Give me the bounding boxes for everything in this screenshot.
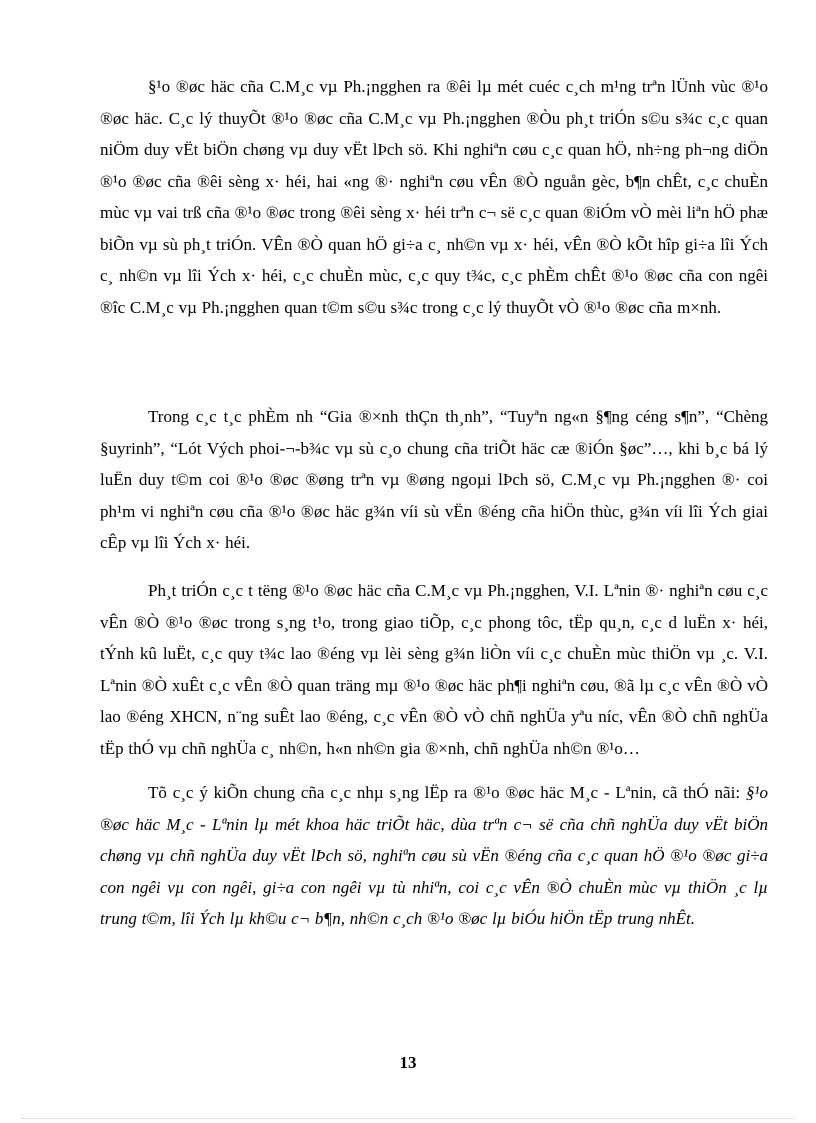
body-paragraph-1: §¹o ®øc häc cña C.M¸c vµ Ph.¡ngghen ra ®êi lµ mét cuéc c¸ch m¹ng trªn lÜnh vùc ®¹o ®øc häc. C¸c lý thuyÕt ®¹o ®øc cña C.M¸c vµ Ph.¡ngghen ®Òu ph¸t triÓn s©u s¾c c¸c quan niÖm duy vËt biÖn chøng vµ duy vËt lÞch sö. Khi nghiªn cøu c¸c quan hÖ, nh÷ng ph¬ng diÖn ®¹o ®øc cña ®êi sèng x· héi, hai «ng ®· nghiªn cøu vÊn ®Ò nguån gèc, b¶n chÊt, c¸c chuÈn mùc vµ vai trß cña ®¹o ®øc trong ®êi sèng x· héi trªn c¬ së c¸c quan ®iÓm vÒ mèi liªn hÖ phæ biÕn vµ sù ph¸t triÓn. VÊn ®Ò quan hÖ gi÷a c¸ nh©n vµ x· héi, vÊn ®Ò kÕt hîp gi÷a lîi Ých c¸ nh©n vµ lîi Ých x· héi, c¸c chuÈn mùc, c¸c quy t¾c, c¸c phÈm chÊt ®¹o ®øc cña con ngêi ®îc C.M¸c vµ Ph.¡ngghen quan t©m s©u s¾c trong c¸c lý thuyÕt vÒ ®¹o ®øc cña m×nh.	[100, 77, 768, 317]
footer-divider	[22, 1118, 794, 1119]
definition-italic-text: §¹o ®øc häc M¸c - Lªnin lµ mét khoa häc triÕt häc, dùa trªn c¬ së cña chñ nghÜa duy vËt biÖn chøng vµ chñ nghÜa duy vËt lÞch sö, nghiªn cøu sù vËn ®éng cña c¸c quan hÖ ®¹o ®øc gi÷a con ngêi vµ con ngêi, gi÷a con ngêi vµ tù nhiªn, coi c¸c vÊn ®Ò chuÈn mùc vµ thiÖn ¸c lµ trung t©m, lîi Ých lµ kh©u c¬ b¶n, nh©n c¸ch ®¹o ®øc lµ biÓu hiÖn tËp trung nhÊt.	[100, 783, 768, 928]
paragraph-4-lead-text: Tõ c¸c ý kiÕn chung cña c¸c nhµ s¸ng lËp ra ®¹o ®øc häc M¸c - Lªnin, cã thÓ nãi:	[148, 783, 746, 802]
page-number: 13	[399, 1053, 417, 1072]
body-paragraph-3: Ph¸t triÓn c¸c t tëng ®¹o ®øc häc cña C.M¸c vµ Ph.¡ngghen, V.I. Lªnin ®· nghiªn cøu c¸c vÊn ®Ò ®¹o ®øc trong s¸ng t¹o, trong giao tiÕp, c¸c phong tôc, tËp qu¸n, c¸c d luËn x· héi, tÝnh kû luËt, c¸c quy t¾c lao ®éng vµ lèi sèng g¾n liÒn víi c¸c chuÈn mùc thiÖn vµ ¸c. V.I. Lªnin ®Ò xuÊt c¸c vÊn ®Ò quan träng mµ ®¹o ®øc häc ph¶i nghiªn cøu, ®ã lµ c¸c vÊn ®Ò vÒ lao ®éng XHCN, n¨ng suÊt lao ®éng, c¸c vÊn ®Ò vÒ chñ nghÜa yªu níc, vÊn ®Ò chñ nghÜa tËp thÓ vµ chñ nghÜa c¸ nh©n, h«n nh©n gia ®×nh, chñ nghÜa nh©n ®¹o…	[100, 581, 768, 758]
body-paragraph-2: Trong c¸c t¸c phÈm nh “Gia ®×nh thÇn th¸nh”, “Tuyªn ng«n §¶ng céng s¶n”, “Chèng §uyrinh”, “Lót Vých phoi-¬-b¾c vµ sù c¸o chung cña triÕt häc cæ ®iÓn §øc”…, khi b¸c bá lý luËn duy t©m coi ®¹o ®øc ®øng trªn vµ ®øng ngoµi lÞch sö, C.M¸c vµ Ph.¡ngghen ®· coi ph¹m vi nghiªn cøu cña ®¹o ®øc häc g¾n víi sù vËn ®éng cña hiÖn thùc, g¾n víi lîi Ých giai cÊp vµ lîi Ých x· héi.	[100, 407, 768, 552]
body-paragraph-4	[100, 777, 768, 935]
